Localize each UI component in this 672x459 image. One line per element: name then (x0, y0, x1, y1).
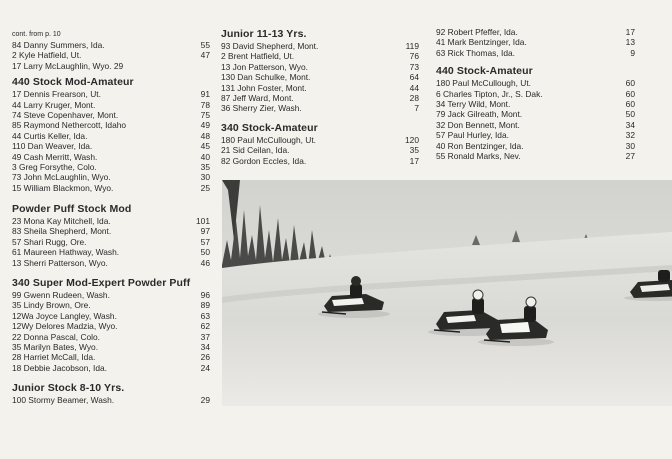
results-row (12, 172, 210, 182)
results-row (12, 352, 210, 362)
points: 97 (200, 226, 210, 237)
results-row (221, 145, 419, 155)
results-row (436, 78, 635, 88)
results-row (12, 61, 210, 71)
points: 57 (200, 236, 210, 247)
points: 7 (414, 103, 419, 114)
entrant-name: 12Wy Delores Madzia, Wyo. (12, 321, 118, 332)
results-row (12, 247, 210, 257)
entrant-name: 110 Dan Weaver, Ida. (12, 141, 93, 152)
results-row (436, 27, 635, 37)
points: 55 (200, 40, 210, 50)
entrant-name: 12Wa Joyce Langley, Wash. (12, 310, 117, 321)
results-row (221, 62, 419, 72)
points: 60 (625, 98, 635, 109)
results-row (12, 100, 210, 110)
results-row (221, 41, 419, 51)
entrant-name: 15 William Blackmon, Wyo. (12, 182, 114, 193)
results-row (12, 141, 210, 151)
points: 64 (409, 72, 419, 83)
points: 47 (200, 50, 210, 61)
results-row (436, 141, 635, 151)
results-row (12, 226, 210, 236)
entrant-name: 41 Mark Bentzinger, Ida. (436, 37, 527, 48)
results-row (12, 120, 210, 130)
results-row (221, 72, 419, 82)
points: 45 (200, 141, 210, 152)
points: 62 (200, 321, 210, 332)
results-row (12, 89, 210, 99)
results-row (12, 216, 210, 226)
points: 73 (409, 61, 419, 72)
entrant-name: 74 Steve Copenhaver, Mont. (12, 109, 119, 120)
points: 75 (200, 109, 210, 120)
points: 91 (200, 89, 210, 100)
entrant-name: 23 Mona Kay Mitchell, Ida. (12, 216, 111, 227)
results-row (12, 290, 210, 300)
results-row (12, 332, 210, 342)
results-row (221, 51, 419, 61)
points: 46 (200, 257, 210, 268)
points: 25 (200, 182, 210, 193)
points: 17 (409, 155, 419, 166)
results-row (12, 342, 210, 352)
entrant-name: 28 Harriet McCall, Ida. (12, 352, 96, 363)
points: 60 (625, 78, 635, 89)
results-row (436, 89, 635, 99)
results-row (12, 131, 210, 141)
results-row (12, 110, 210, 120)
points: 63 (200, 310, 210, 321)
results-row (12, 162, 210, 172)
section-list (12, 89, 210, 193)
points: 26 (200, 352, 210, 363)
points: 48 (200, 130, 210, 141)
entrant-name: 17 Larry McLaughlin, Wyo. 29 (12, 60, 124, 71)
results-column-1 (12, 0, 210, 406)
results-row (436, 130, 635, 140)
results-row (436, 48, 635, 58)
results-row (12, 300, 210, 310)
section-list (221, 41, 419, 114)
entrant-name: 55 Ronald Marks, Nev. (436, 150, 521, 161)
entrant-name: 21 Sid Ceilan, Ida. (221, 145, 290, 156)
entrant-name: 99 Gwenn Rudeen, Wash. (12, 290, 110, 301)
section-heading: 440 Stock-Amateur (436, 65, 533, 78)
entrant-name: 49 Cash Merritt, Wash. (12, 151, 98, 162)
results-row (436, 99, 635, 109)
results-row (221, 103, 419, 113)
section-list (12, 395, 210, 405)
points: 96 (200, 290, 210, 301)
entrant-name: 22 Donna Pascal, Colo. (12, 331, 100, 342)
entrant-name: 131 John Foster, Mont. (221, 82, 307, 93)
results-row (12, 258, 210, 268)
results-row (221, 135, 419, 145)
results-row (12, 50, 210, 60)
results-row (436, 37, 635, 47)
results-column-2 (221, 0, 419, 166)
points: 27 (625, 150, 635, 161)
points: 24 (200, 362, 210, 373)
section-list (12, 290, 210, 373)
section-heading: Junior 11-13 Yrs. (221, 28, 307, 40)
results-row (12, 395, 210, 405)
entrant-name: 61 Maureen Hathway, Wash. (12, 247, 120, 258)
points: 29 (200, 395, 210, 406)
entrant-name: 57 Paul Hurley, Ida. (436, 130, 509, 141)
results-row (12, 321, 210, 331)
points: 35 (409, 145, 419, 156)
entrant-name: 3 Greg Forsythe, Colo. (12, 161, 97, 172)
points: 17 (625, 27, 635, 37)
entrant-name: 92 Robert Pfeffer, Ida. (436, 27, 518, 37)
entrant-name: 32 Don Bennett, Mont. (436, 119, 520, 130)
entrant-name: 44 Curtis Keller, Ida. (12, 130, 88, 141)
points: 49 (200, 120, 210, 131)
results-row (221, 93, 419, 103)
points: 35 (200, 161, 210, 172)
entrant-name: 57 Shari Rugg, Ore. (12, 236, 87, 247)
section-list (12, 216, 210, 268)
section-list (221, 135, 419, 166)
entrant-name: 13 Jon Patterson, Wyo. (221, 61, 308, 72)
entrant-name: 130 Dan Schulke, Mont. (221, 72, 311, 83)
entrant-name: 35 Marilyn Bates, Wyo. (12, 341, 99, 352)
points: 101 (196, 216, 210, 227)
points: 76 (409, 51, 419, 62)
results-row (12, 40, 210, 50)
points: 40 (200, 151, 210, 162)
entrant-name: 85 Raymond Nethercott, Idaho (12, 120, 127, 131)
points: 60 (625, 88, 635, 99)
entrant-name: 36 Sherry Zier, Wash. (221, 103, 302, 114)
section-heading: Junior Stock 8-10 Yrs. (12, 382, 125, 395)
entrant-name: 82 Gordon Eccles, Ida. (221, 155, 307, 166)
entrant-name: 13 Sherri Patterson, Wyo. (12, 257, 108, 268)
points: 30 (200, 172, 210, 183)
points: 44 (409, 82, 419, 93)
entrant-name: 2 Brent Hatfield, Ut. (221, 51, 295, 62)
snowmobile-race-photo (222, 180, 672, 406)
entrant-name: 73 John McLaughlin, Wyo. (12, 172, 111, 183)
results-row (12, 152, 210, 162)
results-row (12, 183, 210, 193)
points: 34 (200, 341, 210, 352)
results-row (436, 109, 635, 119)
results-row (12, 363, 210, 373)
section-heading: 440 Stock Mod-Amateur (12, 76, 134, 89)
section-heading: 340 Super Mod-Expert Powder Puff (12, 277, 191, 290)
entrant-name: 79 Jack Gilreath, Mont. (436, 109, 523, 120)
entrant-name: 6 Charles Tipton, Jr., S. Dak. (436, 88, 543, 99)
points: 89 (200, 300, 210, 311)
results-row (436, 120, 635, 130)
entrant-name: 2 Kyle Hatfield, Ut. (12, 50, 82, 61)
section-heading: 340 Stock-Amateur (221, 121, 318, 134)
entrant-name: 35 Lindy Brown, Ore. (12, 300, 91, 311)
points: 120 (405, 134, 419, 145)
results-row (221, 83, 419, 93)
entrant-name: 83 Sheila Shepherd, Mont. (12, 226, 112, 237)
entrant-name: 44 Larry Kruger, Mont. (12, 99, 96, 110)
entrant-name: 40 Ron Bentzinger, Ida. (436, 140, 524, 151)
points: 78 (200, 99, 210, 110)
points: 37 (200, 331, 210, 342)
section-list (436, 78, 635, 161)
points: 34 (625, 119, 635, 130)
points: 50 (625, 109, 635, 120)
entrant-name: 34 Terry Wild, Mont. (436, 98, 511, 109)
results-row (221, 156, 419, 166)
entrant-name: 17 Dennis Frearson, Ut. (12, 89, 101, 100)
points: 119 (405, 41, 419, 51)
points: 30 (625, 140, 635, 151)
entrant-name: 63 Rick Thomas, Ida. (436, 47, 515, 58)
results-column-3 (436, 0, 635, 161)
points: 50 (200, 247, 210, 258)
results-row (436, 151, 635, 161)
section-heading: Powder Puff Stock Mod (12, 203, 132, 216)
points: 32 (625, 130, 635, 141)
race-photo-illustration (222, 180, 672, 406)
points: 9 (630, 47, 635, 58)
entrant-name: 93 David Shepherd, Mont. (221, 41, 319, 51)
points: 28 (409, 92, 419, 103)
results-row (12, 311, 210, 321)
continued-note: cont. from p. 10 (12, 31, 61, 38)
entrant-name: 100 Stormy Beamer, Wash. (12, 395, 115, 406)
points: 13 (625, 37, 635, 48)
results-row (12, 237, 210, 247)
entrant-name: 18 Debbie Jacobson, Ida. (12, 362, 107, 373)
entrant-name: 180 Paul McCullough, Ut. (221, 134, 316, 145)
entrant-name: 180 Paul McCullough, Ut. (436, 78, 531, 89)
entrant-name: 87 Jeff Ward, Mont. (221, 92, 294, 103)
entrant-name: 84 Danny Summers, Ida. (12, 40, 105, 50)
